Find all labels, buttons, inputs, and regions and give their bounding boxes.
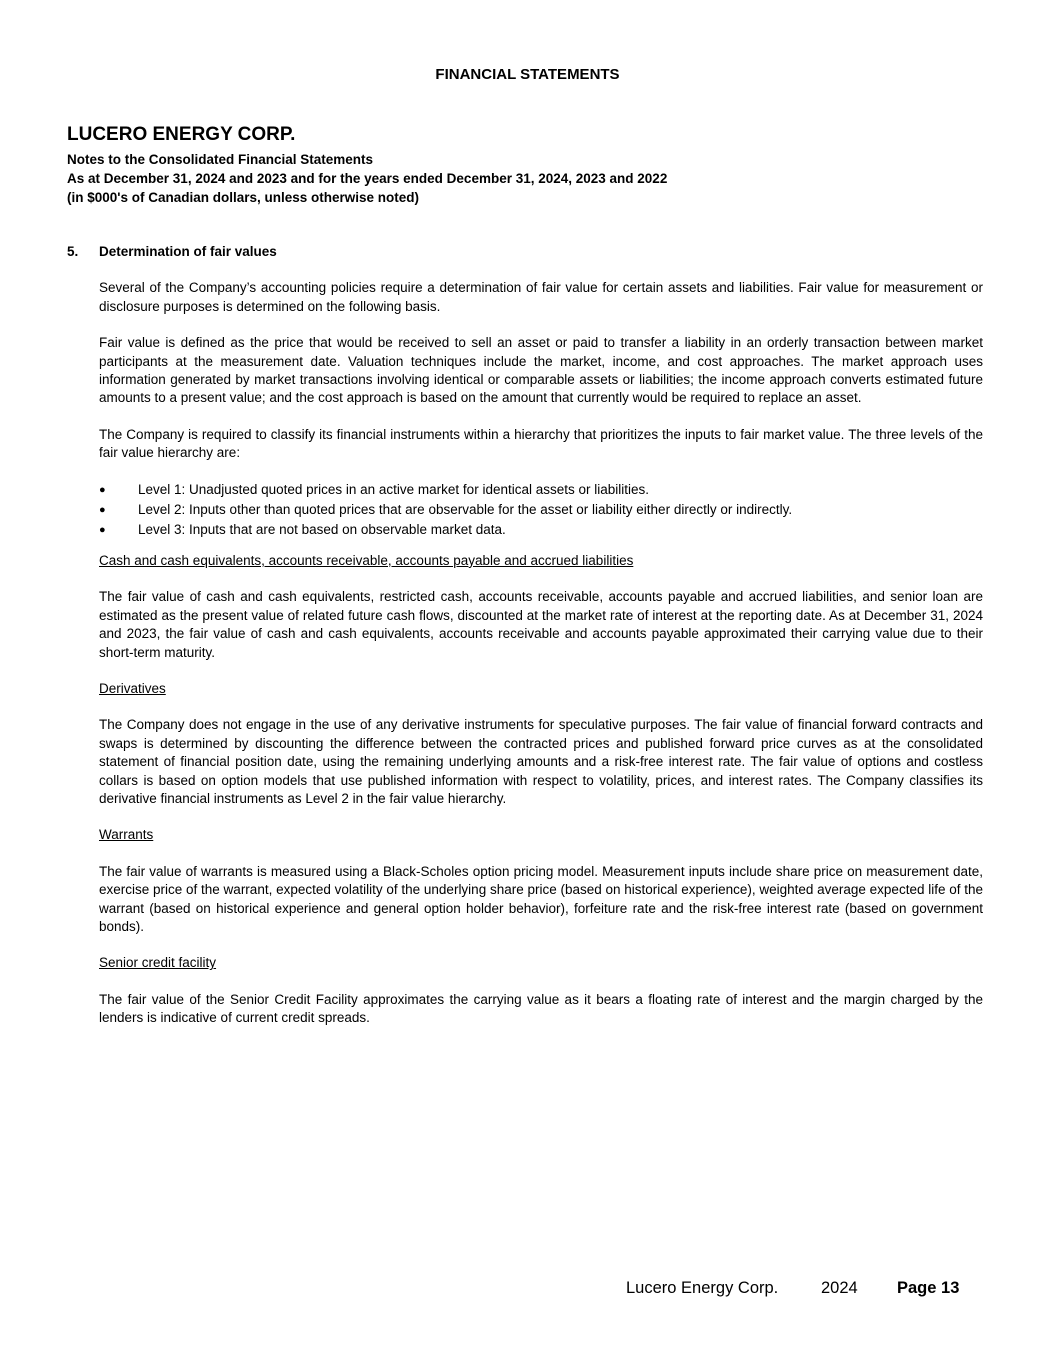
subsection-heading-cash: Cash and cash equivalents, accounts receivable, accounts payable and accrued liabilities bbox=[99, 552, 634, 568]
subsection-heading-derivatives: Derivatives bbox=[99, 680, 166, 696]
company-block bbox=[67, 124, 987, 207]
section-heading bbox=[67, 243, 983, 261]
intro-paragraph: Several of the Company’s accounting policies require a determination of fair value for certain assets and liabilities. Fair value for measurement or disclosure purposes is determined on the following basis. bbox=[99, 280, 983, 314]
section-fair-values bbox=[67, 243, 983, 1046]
level-text: Level 1: Unadjusted quoted prices in an active market for identical assets or liabilities. bbox=[138, 481, 650, 497]
subsection-heading-warrants: Warrants bbox=[99, 827, 154, 843]
hierarchy-levels-list bbox=[67, 481, 983, 540]
footer-year: 2024 bbox=[821, 1279, 858, 1297]
subsection-text-derivatives: The Company does not engage in the use of any derivative instruments for speculative purposes. The fair value of financial forward contracts and swaps is determined by discounting the difference between the contracted prices and published forward price curves as at the consolidated statement of financial position date, using the remaining underlying amounts and a risk-free interest rate. The fair value of options and costless collars is based on option models that use published information with respect to volatility, prices, and interest rates. The Company classifies its derivative financial instruments as Level 2 in the fair value hierarchy. bbox=[99, 717, 983, 806]
intro-paragraph: Fair value is defined as the price that would be received to sell an asset or paid to transfer a liability in an orderly transaction between market participants at the measurement date. Valuation techniques include the market, income, and cost approaches. The market approach uses information generated by market transactions involving identical or comparable assets or liabilities; the income approach converts estimated future amounts to a present value; and the cost approach is based on the amount that currently would be required to replace an asset. bbox=[99, 335, 983, 406]
notes-subtitle: Notes to the Consolidated Financial Statements bbox=[67, 152, 374, 167]
bullet-icon: ● bbox=[99, 483, 106, 496]
page-number: Page 13 bbox=[897, 1279, 960, 1297]
page-header-title: FINANCIAL STATEMENTS bbox=[435, 66, 620, 83]
list-item bbox=[67, 501, 983, 519]
level-text: Level 2: Inputs other than quoted prices that are observable for the asset or liability either directly or indirectly. bbox=[138, 502, 793, 518]
section-body bbox=[99, 279, 983, 462]
currency-note: (in $000's of Canadian dollars, unless otherwise noted) bbox=[67, 190, 420, 205]
level-text: Level 3: Inputs that are not based on observable market data. bbox=[138, 522, 506, 538]
bullet-icon: ● bbox=[99, 504, 106, 517]
company-name: LUCERO ENERGY CORP. bbox=[67, 124, 296, 145]
subsection-text-senior-credit: The fair value of the Senior Credit Facility approximates the carrying value as it bears a floating rate of interest and the margin charged by the lenders is indicative of current credit spreads. bbox=[99, 991, 983, 1026]
subsection-heading-senior-credit: Senior credit facility bbox=[99, 955, 217, 971]
reporting-period: As at December 31, 2024 and 2023 and for the years ended December 31, 2024, 2023 and 2022 bbox=[67, 171, 668, 186]
page-footer bbox=[626, 1279, 959, 1298]
subsections bbox=[99, 552, 983, 1028]
section-title: Determination of fair values bbox=[99, 244, 277, 259]
intro-paragraph: The Company is required to classify its financial instruments within a hierarchy that prioritizes the inputs to fair market value. The three levels of the fair value hierarchy are: bbox=[99, 426, 983, 461]
footer-company: Lucero Energy Corp. bbox=[626, 1279, 779, 1297]
subsection-text-cash: The fair value of cash and cash equivalents, restricted cash, accounts receivable, accounts payable and accrued liabilities, and senior loan are estimated as the present value of related future cash flows, discounted at the market rate of interest at the reporting date. As at December 31, 2024 and 2023, the fair value of cash and cash equivalents, accounts receivable and accounts payable approximated their carrying value due to their short-term maturity. bbox=[99, 589, 983, 660]
bullet-icon: ● bbox=[99, 524, 106, 537]
list-item bbox=[67, 521, 983, 539]
subsection-text-warrants: The fair value of warrants is measured using a Black-Scholes option pricing model. Measurement inputs include share price on measurement date, exercise price of the warrant, expected volatility of the underlying share price (based on historical experience), weighted average expected life of the warrant (based on historical experience and general option holder behavior), forfeiture rate and the risk-free interest rate (based on government bonds). bbox=[99, 863, 983, 934]
section-number: 5. bbox=[67, 244, 79, 259]
list-item bbox=[67, 481, 983, 499]
